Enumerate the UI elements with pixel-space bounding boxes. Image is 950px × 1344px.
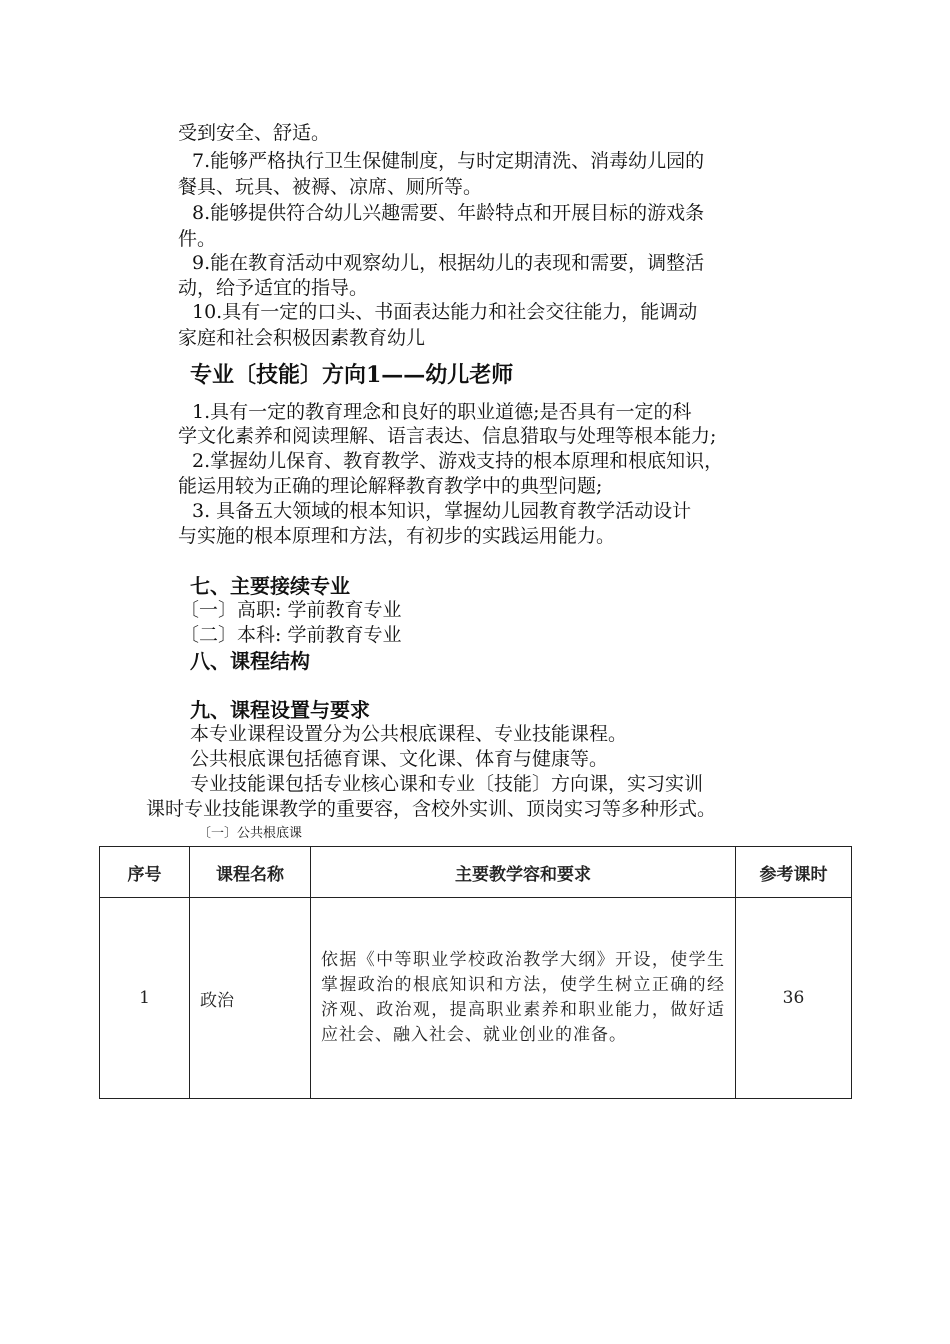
header-num: 序号 — [100, 847, 190, 898]
course-table — [99, 846, 852, 1099]
cell-name: 政治 — [190, 898, 311, 1099]
section7-item: 〔二〕本科: 学前教育专业 — [180, 624, 402, 646]
body-line: 件。 — [178, 228, 217, 250]
direction-line: 2.掌握幼儿保育、教育教学、游戏支持的根本原理和根底知识， — [192, 450, 724, 472]
body-line: 家庭和社会积极因素教育幼儿 — [178, 327, 426, 349]
direction-heading: 专业〔技能〕方向1——幼儿老师 — [190, 362, 514, 388]
body-line: 9.能在教育活动中观察幼儿，根据幼儿的表现和需要，调整活 — [192, 252, 705, 274]
header-name: 课程名称 — [190, 847, 311, 898]
section7-item: 〔一〕高职: 学前教育专业 — [180, 599, 402, 621]
section-heading-8: 八、课程结构 — [190, 649, 310, 673]
direction-line: 1.具有一定的教育理念和良好的职业道德;是否具有一定的科 — [192, 401, 692, 423]
cell-num: 1 — [100, 898, 190, 1099]
body-line: 10.具有一定的口头、书面表达能力和社会交往能力，能调动 — [192, 301, 698, 323]
section9-line: 公共根底课包括德育课、文化课、体育与健康等。 — [190, 748, 609, 770]
section-heading-7: 七、主要接续专业 — [190, 574, 350, 598]
section9-line: 课时专业技能课教学的重要容，含校外实训、顶岗实习等多种形式。 — [146, 798, 717, 820]
direction-line: 能运用较为正确的理论解释教育教学中的典型问题; — [178, 475, 603, 497]
body-line: 动，给予适宜的指导。 — [178, 277, 369, 299]
table-header-row — [100, 847, 852, 898]
section9-line: 本专业课程设置分为公共根底课程、专业技能课程。 — [190, 723, 628, 745]
direction-line: 学文化素养和阅读理解、语言表达、信息猎取与处理等根本能力; — [178, 425, 717, 447]
section9-line: 专业技能课包括专业核心课和专业〔技能〕方向课，实习实训 — [190, 773, 704, 795]
direction-line: 3. 具备五大领域的根本知识，掌握幼儿园教育教学活动设计 — [192, 500, 692, 522]
header-desc: 主要教学容和要求 — [311, 847, 736, 898]
section9-subheading: 〔一〕公共根底课 — [198, 826, 303, 841]
body-line: 8.能够提供符合幼儿兴趣需要、年龄特点和开展目标的游戏条 — [192, 202, 705, 224]
body-line: 7.能够严格执行卫生保健制度，与时定期清洗、消毒幼儿园的 — [192, 150, 705, 172]
cell-desc: 依据《中等职业学校政治教学大纲》开设，使学生掌握政治的根底知识和方法，使学生树立正确的经济观、政治观，提高职业素养和职业能力，做好适应社会、融入社会、就业创业的准备。 — [311, 898, 736, 1099]
direction-line: 与实施的根本原理和方法，有初步的实践运用能力。 — [178, 525, 616, 547]
body-line: 餐具、玩具、被褥、凉席、厕所等。 — [178, 176, 483, 198]
body-line: 受到安全、舒适。 — [178, 122, 331, 144]
section-heading-9: 九、课程设置与要求 — [190, 698, 370, 722]
header-hours: 参考课时 — [736, 847, 852, 898]
cell-hours: 36 — [736, 898, 852, 1099]
table-row — [100, 898, 852, 1099]
